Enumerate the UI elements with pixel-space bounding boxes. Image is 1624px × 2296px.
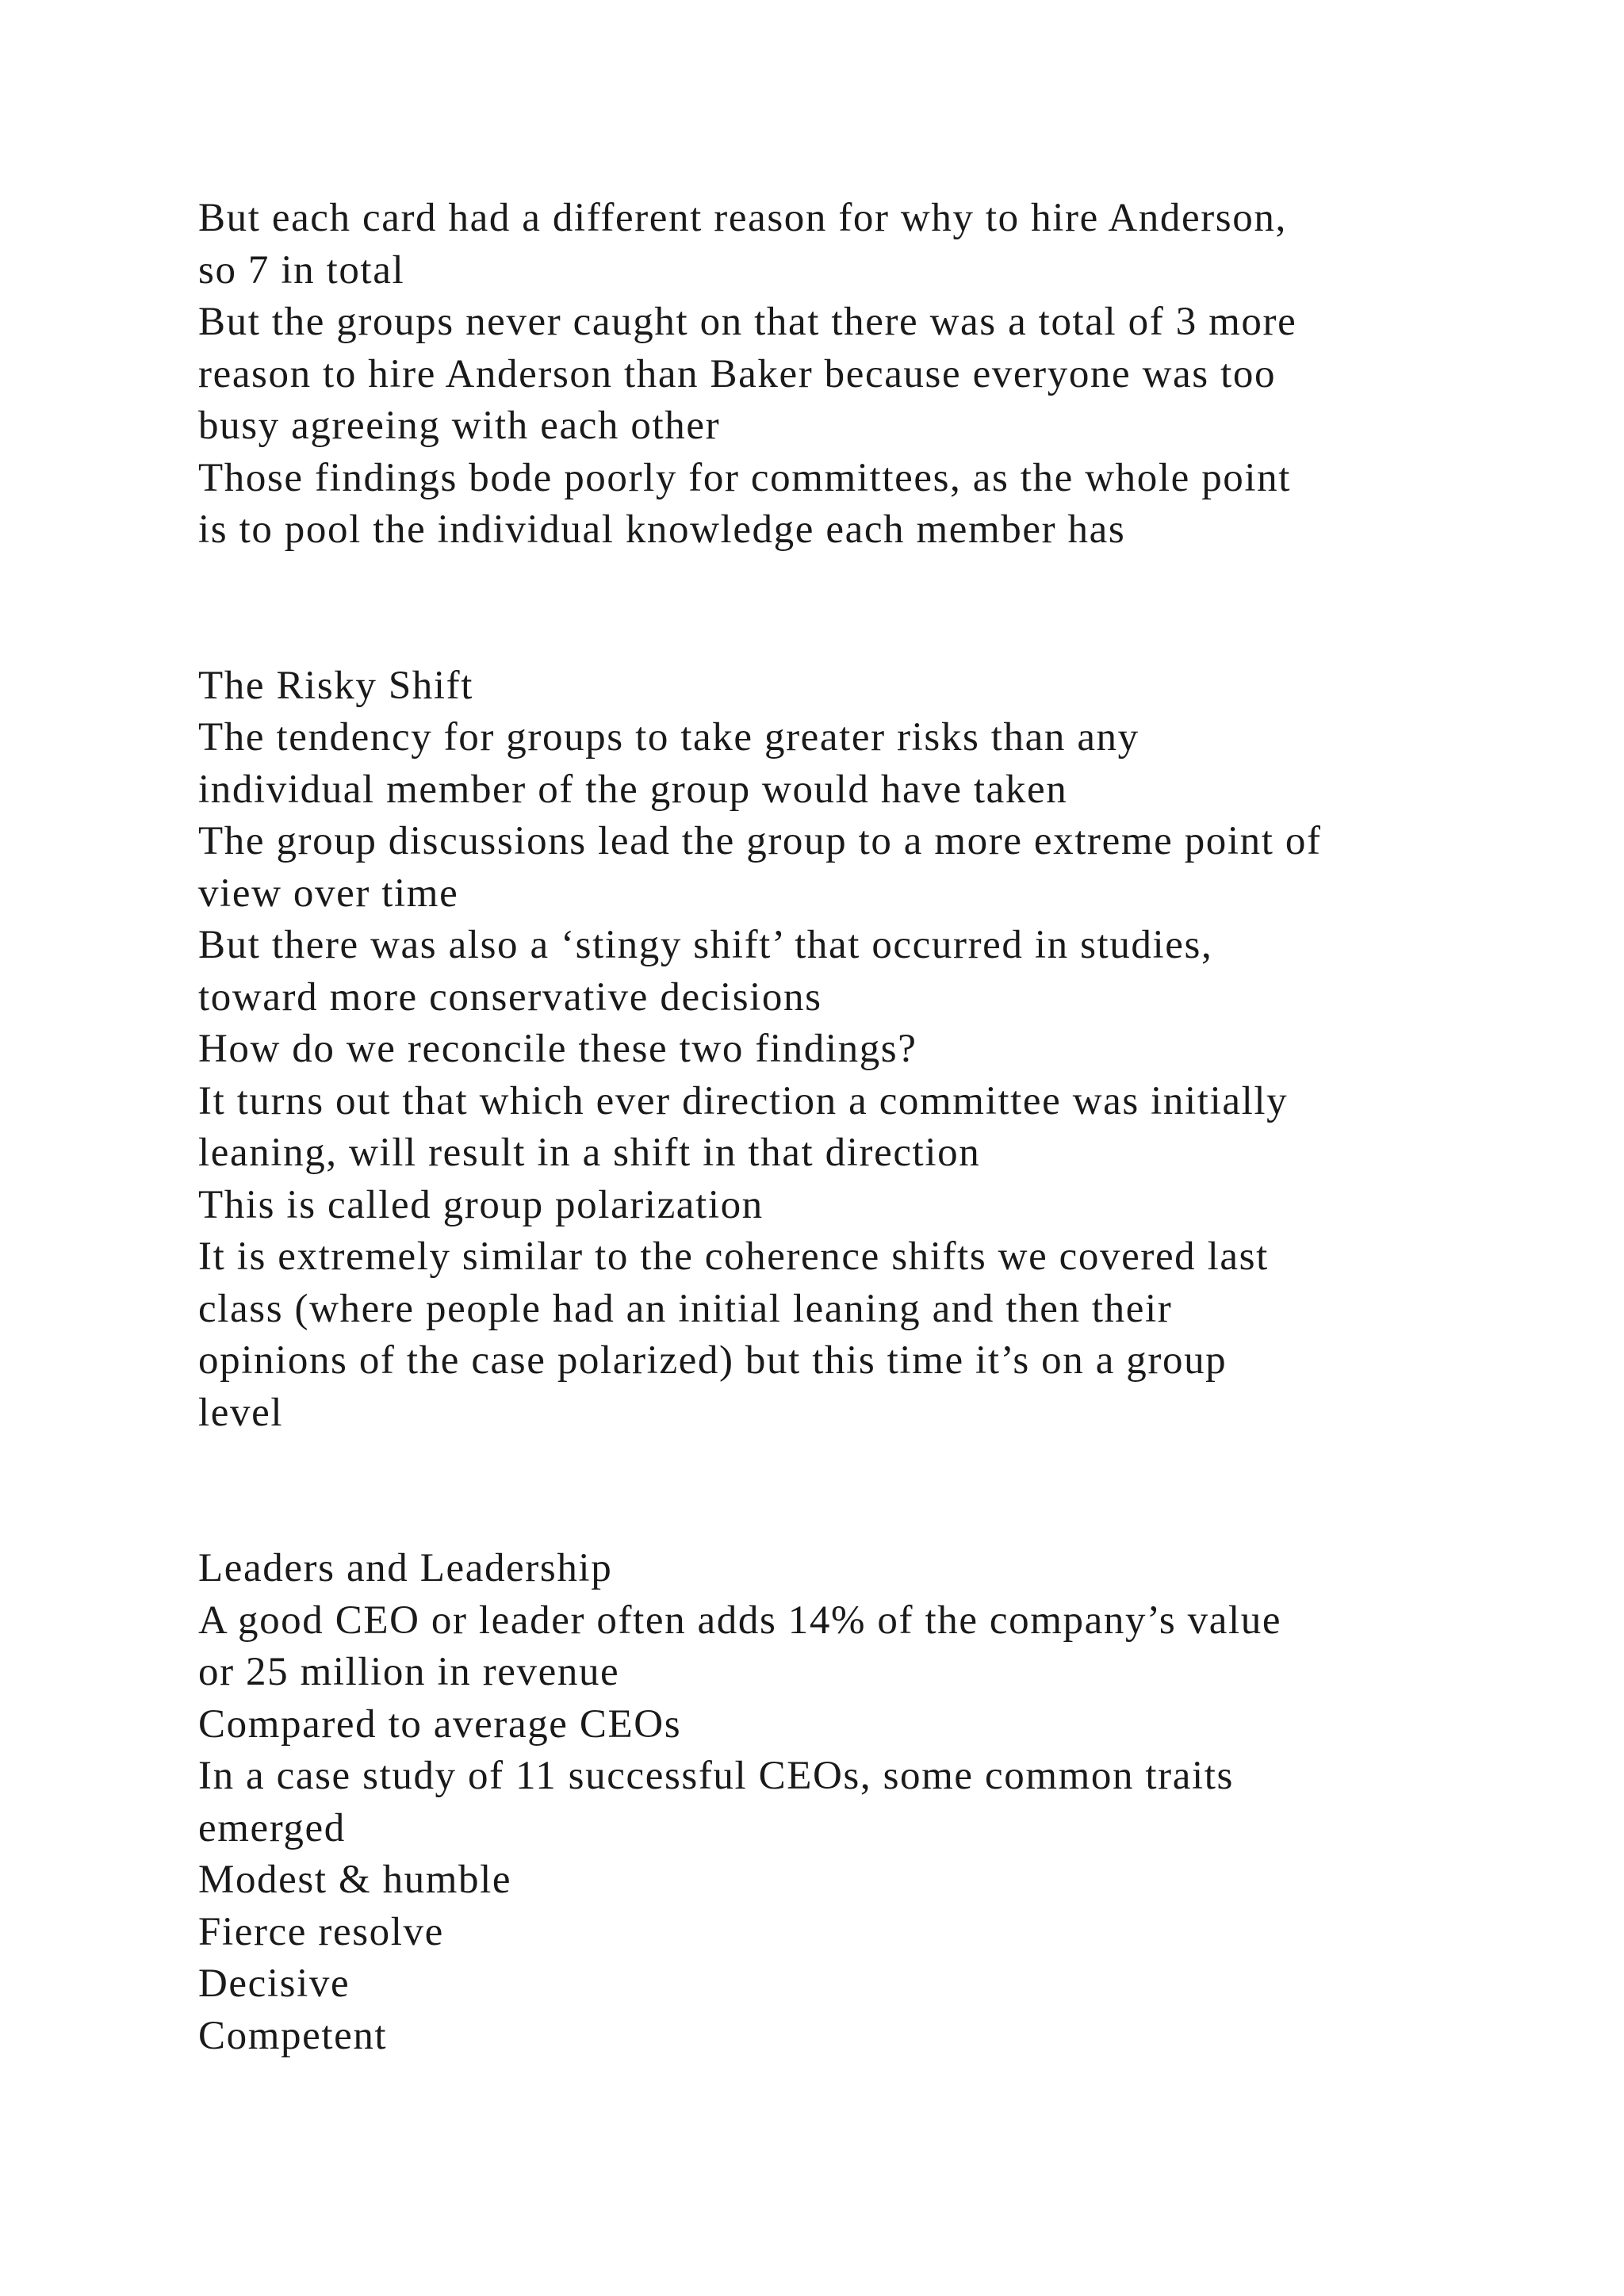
text-line: Compared to average CEOs [198,1701,682,1747]
text-line: or 25 million in revenue [198,1650,620,1694]
text-line: class (where people had an initial leaning and then their [198,1286,1173,1331]
text-line: Those findings bode poorly for committees, as the whole point [198,455,1292,500]
text-line: level [198,1390,284,1435]
list-item: Decisive [198,1961,350,2006]
section-risky-shift [198,660,1483,1440]
section-spacer [198,1439,1483,1543]
text-line: The tendency for groups to take greater risks than any [198,715,1139,760]
text-line: But the groups never caught on that there was a total of 3 more [198,300,1297,344]
text-line: so 7 in total [198,247,405,293]
text-line: is to pool the individual knowledge each member has [198,507,1126,552]
text-line: It is extremely similar to the coherence shifts we covered last [198,1234,1269,1279]
text-line: busy agreeing with each other [198,404,721,448]
text-line: How do we reconcile these two findings? [198,1027,917,1071]
document-body [198,193,1483,2062]
text-line: This is called group polarization [198,1182,764,1227]
section-spacer [198,557,1483,660]
section-leadership [198,1543,1483,2062]
list-item: Fierce resolve [198,1909,444,1954]
text-line: view over time [198,871,459,916]
text-line: emerged [198,1805,346,1850]
section-heading: The Risky Shift [198,663,474,708]
text-line: But each card had a different reason for why to hire Anderson, [198,196,1287,240]
text-line: reason to hire Anderson than Baker because everyone was too [198,351,1277,396]
text-line: But there was also a ‘stingy shift’ that occurred in studies, [198,923,1213,967]
text-line: A good CEO or leader often adds 14% of the company’s value [198,1598,1282,1643]
text-line: In a case study of 11 successful CEOs, some common traits [198,1754,1234,1798]
text-line: toward more conservative decisions [198,974,822,1020]
text-line: individual member of the group would have taken [198,767,1068,812]
text-line: The group discussions lead the group to a more extreme point of [198,819,1322,863]
list-item: Competent [198,2013,388,2058]
section-heading: Leaders and Leadership [198,1546,613,1590]
text-line: It turns out that which ever direction a committee was initially [198,1078,1289,1123]
text-line: leaning, will result in a shift in that direction [198,1131,981,1175]
list-item: Modest & humble [198,1858,512,1902]
text-line: opinions of the case polarized) but this time it’s on a group [198,1338,1228,1383]
section-group-knowledge [198,193,1483,557]
